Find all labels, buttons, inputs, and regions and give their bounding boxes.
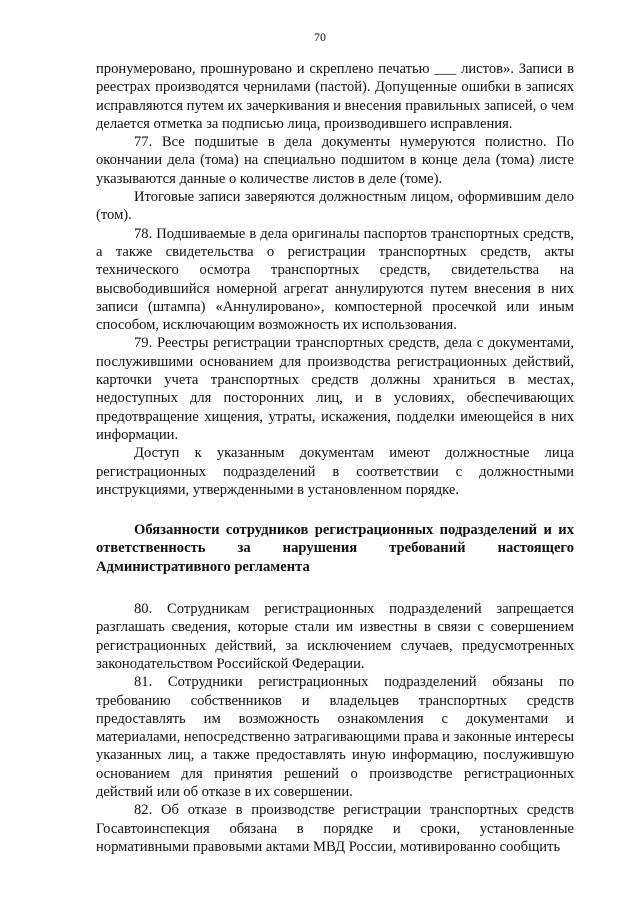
- paragraph-final-records: Итоговые записи заверяются должностным лицом, оформившим дело (том).: [96, 189, 574, 224]
- paragraph-80: 80. Сотрудникам регистрационных подразделений запрещается разглашать сведения, которые стали им известны в связи с совершением регистрационных действий, за исключением случаев, предусмотренных законодательством Российской Федерации.: [96, 601, 574, 672]
- paragraph-79: 79. Реестры регистрации транспортных средств, дела с документами, послужившими основанием для производства регистрационных действий, карточки учета транспортных средств должны храниться в местах, недоступных для посторонних лиц, и в условиях, обеспечивающих предотвращение хищения, утраты, искажения, подделки имеющейся в них информации.: [96, 335, 574, 443]
- paragraph-78: 78. Подшиваемые в дела оригиналы паспортов транспортных средств, а также свидетельства о регистрации транспортных средств, акты технического осмотра транспортных средств, свидетельства на высвободившийся номерной агрегат аннулируются путем внесения в них записи (штампа) «Аннулировано», компостерной просечкой или иным способом, исключающим возможность их использования.: [96, 225, 574, 334]
- paragraph-continuation: пронумеровано, прошнуровано и скреплено печатью ___ листов». Записи в реестрах производятся чернилами (пастой). Допущенные ошибки в записях исправляются путем их зачеркивания и внесения правильных записей, о чем делается отметка за подписью лица, производившего исправления.: [96, 61, 574, 132]
- paragraph-81: 81. Сотрудники регистрационных подразделений обязаны по требованию собственников и владельцев транспортных средств предоставлять им возможность ознакомления с документами и материалами, непосредственно затрагивающими права и законные интересы указанных лиц, а также предоставлять иную информацию, послужившую основанием для принятия решений о производстве регистрационных действий или об отказе в их совершении.: [96, 674, 574, 800]
- paragraph-82: 82. Об отказе в производстве регистрации транспортных средств Госавтоинспекция обязана в порядке и сроки, установленные нормативными правовыми актами МВД России, мотивированно сообщить: [96, 802, 574, 855]
- paragraph-access: Доступ к указанным документам имеют должностные лица регистрационных подразделений в соответствии с должностными инструкциями, утвержденными в установленном порядке.: [96, 445, 574, 498]
- section-heading: Обязанности сотрудников регистрационных подразделений и их ответственность за нарушения требований настоящего Административного регламента: [96, 522, 574, 575]
- paragraph-77: 77. Все подшитые в дела документы нумеруются полистно. По окончании дела (тома) на специально подшитом в конце дела (тома) листе указываются данные о количестве листов в деле (томе).: [96, 134, 574, 187]
- document-body: [96, 60, 574, 856]
- page-number: 70: [314, 30, 326, 44]
